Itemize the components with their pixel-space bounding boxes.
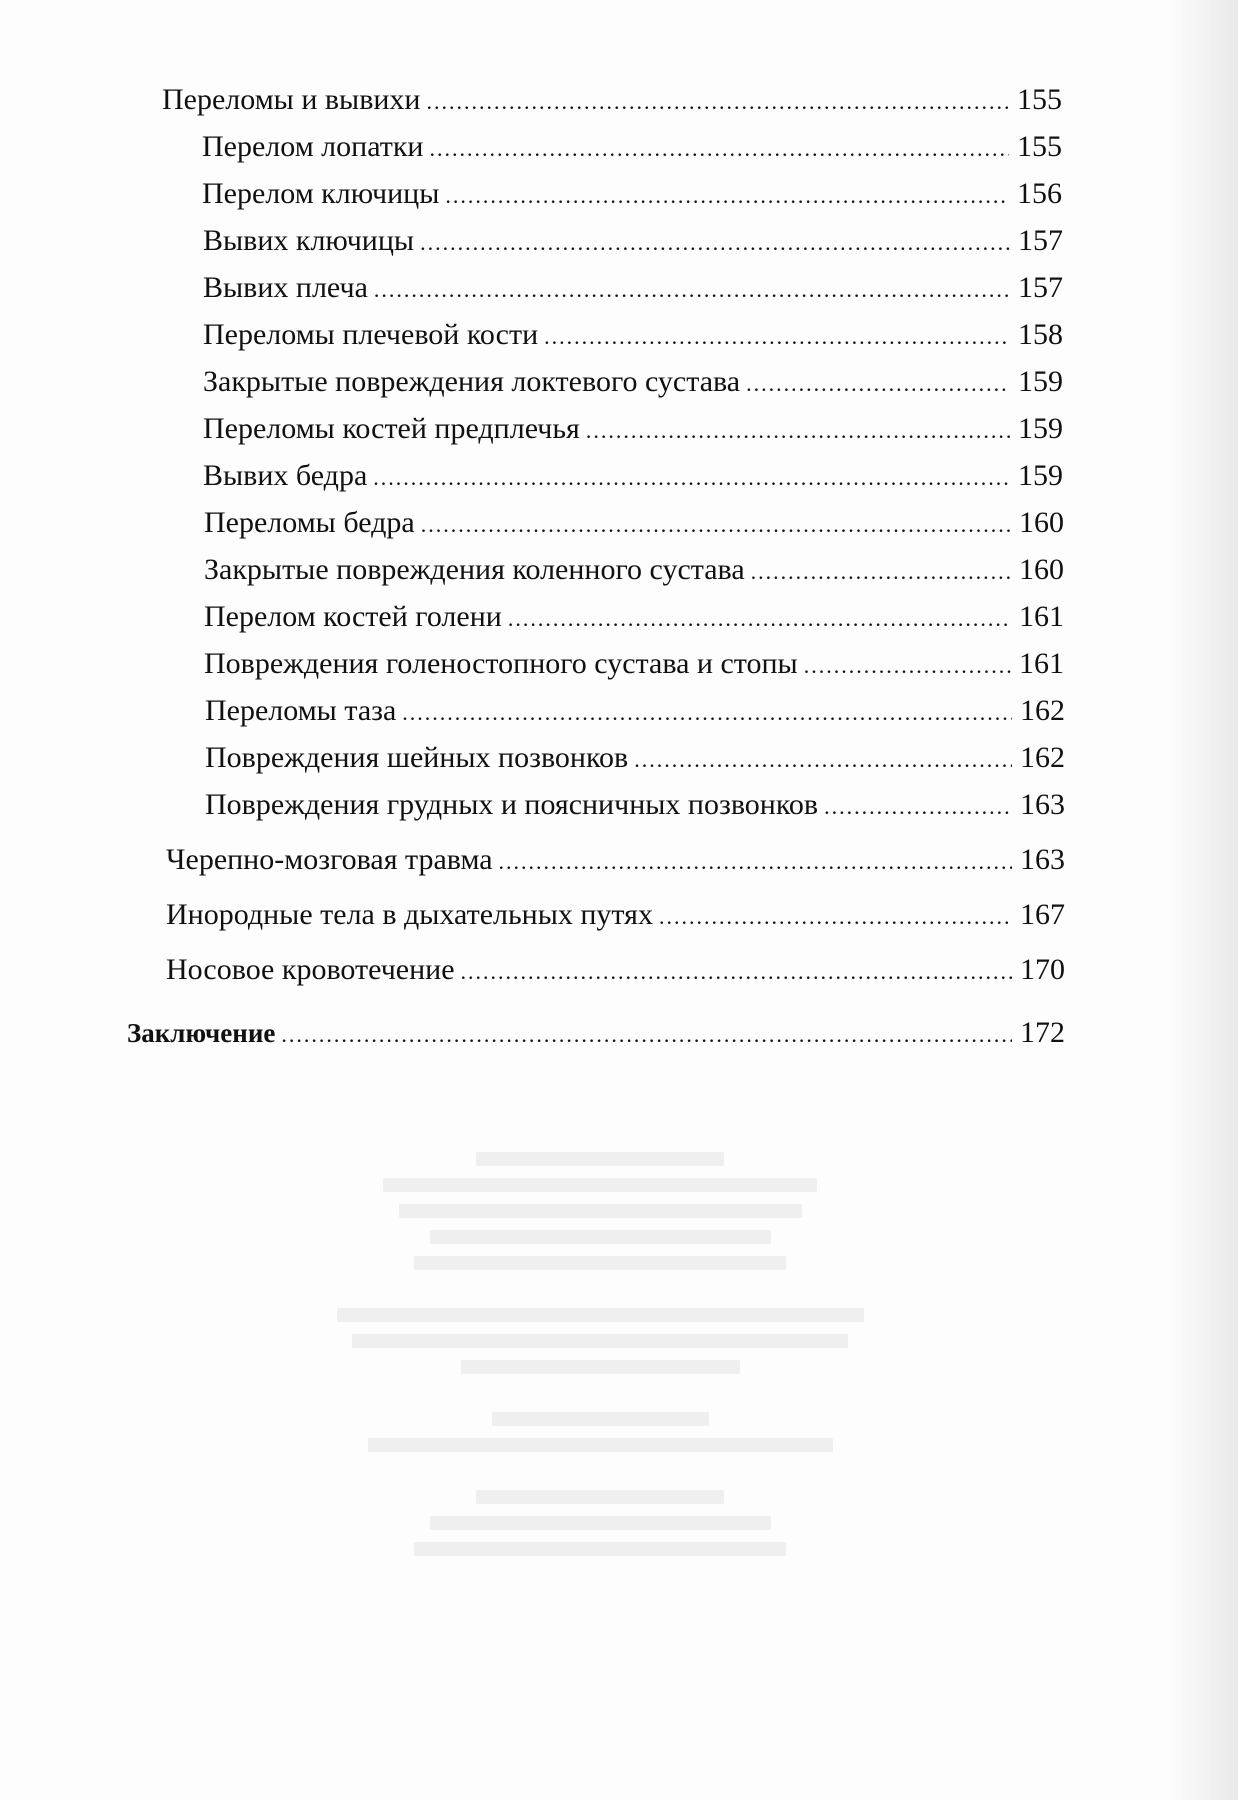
toc-entry: [203, 223, 1063, 261]
toc-entry-page: 155: [1017, 130, 1062, 163]
toc-entry-page: 163: [1020, 788, 1065, 821]
toc-entry: [204, 505, 1064, 543]
toc-entry-page: 159: [1018, 365, 1063, 398]
toc-entry: [204, 646, 1064, 684]
toc-dot-leader: [420, 225, 1010, 261]
toc-entry: [205, 693, 1065, 731]
toc-entry: [166, 897, 1065, 935]
toc-entry-title: Повреждения грудных и поясничных позвонков: [205, 788, 819, 821]
toc-entry-page: 158: [1018, 318, 1063, 351]
toc-entry-title: Переломы костей предплечья: [203, 412, 580, 445]
toc-entry: [202, 176, 1062, 214]
toc-entry-title: Перелом лопатки: [202, 130, 424, 163]
toc-entry-title: Черепно-мозговая травма: [166, 843, 493, 876]
toc-entry-page: 157: [1018, 224, 1063, 257]
toc-entry-page: 160: [1019, 553, 1064, 586]
toc-entry-page: 159: [1018, 412, 1063, 445]
toc-entry-title: Перелом ключицы: [202, 177, 440, 210]
toc-entry-page: 156: [1017, 177, 1062, 210]
toc-dot-leader: [281, 1017, 1012, 1053]
toc-dot-leader: [499, 844, 1012, 880]
toc-entry-title: Переломы бедра: [204, 506, 415, 539]
toc-dot-leader: [427, 84, 1010, 120]
toc-entry-title: Переломы таза: [205, 694, 397, 727]
toc-entry: [203, 458, 1063, 496]
toc-entry-title: Переломы и вывихи: [162, 83, 421, 116]
toc-dot-leader: [421, 507, 1011, 543]
toc-dot-leader: [824, 789, 1012, 825]
toc-dot-leader: [374, 272, 1010, 308]
toc-entry-page: 161: [1019, 647, 1064, 680]
toc-entry: [203, 270, 1063, 308]
toc-entry-title: Вывих бедра: [203, 459, 368, 492]
toc-entry-title: Заключение: [127, 1018, 276, 1048]
toc-entry-title: Переломы плечевой кости: [203, 318, 539, 351]
toc-dot-leader: [659, 899, 1012, 935]
toc-entry-title: Перелом костей голени: [204, 600, 502, 633]
toc-entry: [205, 740, 1065, 778]
toc-entry-page: 155: [1017, 83, 1062, 116]
toc-entry-title: Повреждения голеностопного сустава и стопы: [204, 647, 798, 680]
toc-entry-title: Носовое кровотечение: [166, 953, 455, 986]
toc-entry-title: Повреждения шейных позвонков: [205, 741, 629, 774]
toc-entry-page: 160: [1019, 506, 1064, 539]
toc-entry-page: 161: [1019, 600, 1064, 633]
toc-entry-page: 167: [1020, 898, 1065, 931]
toc-dot-leader: [746, 366, 1010, 402]
toc-dot-leader: [544, 319, 1010, 355]
toc-entry: [205, 787, 1065, 825]
toc-entry-page: 157: [1018, 271, 1063, 304]
toc-entry-page: 172: [1020, 1016, 1065, 1049]
toc-dot-leader: [751, 554, 1011, 590]
toc-entry-page: 163: [1020, 843, 1065, 876]
toc-entry: [162, 82, 1062, 120]
toc-entry-title: Закрытые повреждения локтевого сустава: [203, 365, 741, 398]
toc-dot-leader: [429, 131, 1009, 167]
toc-entry-page: 162: [1020, 694, 1065, 727]
toc-entry-page: 159: [1018, 459, 1063, 492]
toc-entry-title: Вывих ключицы: [203, 224, 415, 257]
toc-entry: [203, 411, 1063, 449]
toc-entry: [204, 552, 1064, 590]
toc-entry-page: 170: [1020, 953, 1065, 986]
toc-dot-leader: [508, 601, 1011, 637]
toc-entry: [202, 129, 1062, 167]
toc-entry-page: 162: [1020, 741, 1065, 774]
toc-dot-leader: [402, 695, 1012, 731]
toc-entry: [203, 364, 1063, 402]
toc-entry: [166, 952, 1065, 990]
toc-entry-title: Закрытые повреждения коленного сустава: [204, 553, 745, 586]
toc-dot-leader: [586, 413, 1010, 449]
toc-entry: [127, 1015, 1065, 1053]
toc-entry: [204, 599, 1064, 637]
toc-entry: [166, 842, 1065, 880]
toc-dot-leader: [461, 954, 1012, 990]
toc-dot-leader: [445, 178, 1009, 214]
toc-entry: [203, 317, 1063, 355]
toc-dot-leader: [804, 648, 1011, 684]
toc-entry-title: Вывих плеча: [203, 271, 368, 304]
toc-dot-leader: [373, 460, 1010, 496]
toc-entry-title: Инородные тела в дыхательных путях: [166, 898, 653, 931]
toc-dot-leader: [634, 742, 1012, 778]
